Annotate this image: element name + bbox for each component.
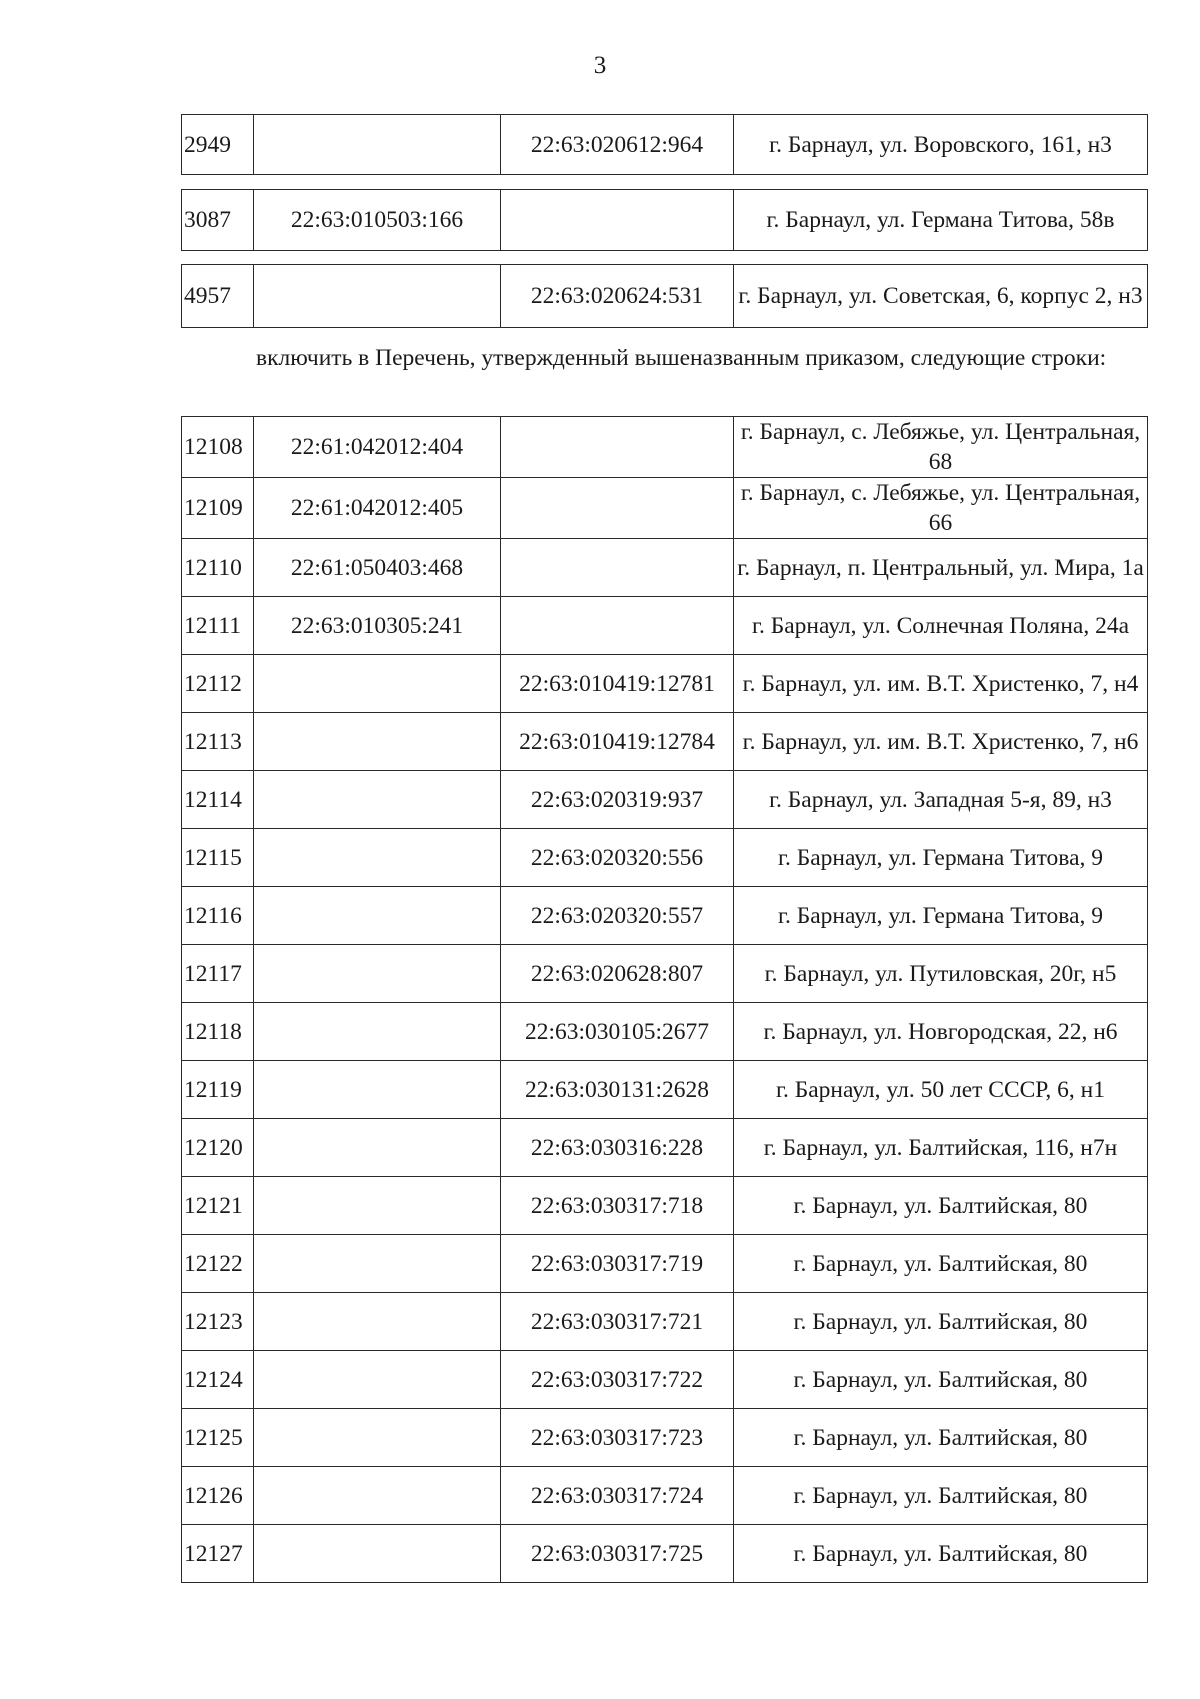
row-number: 12110 (182, 539, 254, 597)
cadastral-building (501, 190, 734, 251)
row-number: 12109 (182, 478, 254, 539)
table-row (182, 1467, 1148, 1525)
table-row (182, 945, 1148, 1003)
table-row (182, 115, 1148, 175)
cadastral-land: 22:61:042012:405 (254, 478, 501, 539)
address: г. Барнаул, ул. Балтийская, 80 (734, 1235, 1148, 1293)
row-number: 12111 (182, 597, 254, 655)
cadastral-land (254, 713, 501, 771)
cadastral-building (501, 478, 734, 539)
row-number: 2949 (182, 115, 254, 175)
cadastral-building: 22:63:020628:807 (501, 945, 734, 1003)
table-row (182, 713, 1148, 771)
cadastral-building (501, 597, 734, 655)
row-number: 12116 (182, 887, 254, 945)
cadastral-building: 22:63:020320:557 (501, 887, 734, 945)
cadastral-land (254, 115, 501, 175)
cadastral-land (254, 1177, 501, 1235)
address: г. Барнаул, с. Лебяжье, ул. Центральная, 66 (734, 478, 1148, 539)
address: г. Барнаул, ул. Балтийская, 80 (734, 1293, 1148, 1351)
table-row (182, 597, 1148, 655)
address: г. Барнаул, ул. Солнечная Поляна, 24а (734, 597, 1148, 655)
row-number: 12112 (182, 655, 254, 713)
row-number: 12115 (182, 829, 254, 887)
cadastral-building: 22:63:030317:725 (501, 1525, 734, 1583)
address: г. Барнаул, ул. Балтийская, 116, н7н (734, 1119, 1148, 1177)
cadastral-building: 22:63:030105:2677 (501, 1003, 734, 1061)
address: г. Барнаул, ул. им. В.Т. Христенко, 7, н6 (734, 713, 1148, 771)
excluded-row-table-3 (181, 264, 1148, 328)
cadastral-land: 22:63:010305:241 (254, 597, 501, 655)
table-row (182, 887, 1148, 945)
address: г. Барнаул, ул. Балтийская, 80 (734, 1467, 1148, 1525)
row-number: 12118 (182, 1003, 254, 1061)
address: г. Барнаул, ул. Германа Титова, 58в (734, 190, 1148, 251)
table-row (182, 1525, 1148, 1583)
address: г. Барнаул, ул. Путиловская, 20г, н5 (734, 945, 1148, 1003)
cadastral-building: 22:63:030317:722 (501, 1351, 734, 1409)
address: г. Барнаул, ул. Германа Титова, 9 (734, 887, 1148, 945)
address: г. Барнаул, с. Лебяжье, ул. Центральная, 68 (734, 417, 1148, 478)
row-number: 12124 (182, 1351, 254, 1409)
row-number: 12108 (182, 417, 254, 478)
cadastral-building: 22:63:020319:937 (501, 771, 734, 829)
row-number: 12113 (182, 713, 254, 771)
cadastral-land: 22:61:050403:468 (254, 539, 501, 597)
included-rows-table (181, 416, 1148, 1583)
cadastral-land (254, 1119, 501, 1177)
cadastral-building: 22:63:020624:531 (501, 265, 734, 328)
address: г. Барнаул, ул. Новгородская, 22, н6 (734, 1003, 1148, 1061)
row-number: 12121 (182, 1177, 254, 1235)
table-row (182, 539, 1148, 597)
table-row (182, 1061, 1148, 1119)
address: г. Барнаул, ул. Балтийская, 80 (734, 1409, 1148, 1467)
excluded-row-table-1 (181, 114, 1148, 175)
cadastral-land (254, 1351, 501, 1409)
cadastral-building: 22:63:010419:12781 (501, 655, 734, 713)
address: г. Барнаул, ул. Германа Титова, 9 (734, 829, 1148, 887)
row-number: 3087 (182, 190, 254, 251)
table-row (182, 1409, 1148, 1467)
cadastral-land (254, 265, 501, 328)
included-rows-body (182, 417, 1148, 1583)
cadastral-building: 22:63:030317:724 (501, 1467, 734, 1525)
table-row (182, 829, 1148, 887)
cadastral-land (254, 771, 501, 829)
table-row (182, 1003, 1148, 1061)
table-row (182, 1293, 1148, 1351)
table-row (182, 1119, 1148, 1177)
address: г. Барнаул, ул. Воровского, 161, н3 (734, 115, 1148, 175)
cadastral-land (254, 1467, 501, 1525)
address: г. Барнаул, ул. 50 лет СССР, 6, н1 (734, 1061, 1148, 1119)
address: г. Барнаул, п. Центральный, ул. Мира, 1а (734, 539, 1148, 597)
cadastral-building (501, 417, 734, 478)
table-row (182, 190, 1148, 251)
cadastral-land (254, 1061, 501, 1119)
excluded-row-table-2 (181, 189, 1148, 251)
row-number: 12117 (182, 945, 254, 1003)
cadastral-land (254, 945, 501, 1003)
row-number: 12120 (182, 1119, 254, 1177)
cadastral-building: 22:63:010419:12784 (501, 713, 734, 771)
table-row (182, 1235, 1148, 1293)
address: г. Барнаул, ул. им. В.Т. Христенко, 7, н4 (734, 655, 1148, 713)
table-row (182, 1351, 1148, 1409)
cadastral-building: 22:63:020612:964 (501, 115, 734, 175)
page-number: 3 (593, 52, 607, 79)
cadastral-building: 22:63:030317:718 (501, 1177, 734, 1235)
address: г. Барнаул, ул. Советская, 6, корпус 2, н3 (734, 265, 1148, 328)
cadastral-land (254, 829, 501, 887)
cadastral-building: 22:63:030317:723 (501, 1409, 734, 1467)
table-row (182, 417, 1148, 478)
cadastral-land: 22:61:042012:404 (254, 417, 501, 478)
address: г. Барнаул, ул. Балтийская, 80 (734, 1177, 1148, 1235)
address: г. Барнаул, ул. Балтийская, 80 (734, 1525, 1148, 1583)
cadastral-building (501, 539, 734, 597)
cadastral-land (254, 1293, 501, 1351)
row-number: 12123 (182, 1293, 254, 1351)
address: г. Барнаул, ул. Балтийская, 80 (734, 1351, 1148, 1409)
row-number: 12122 (182, 1235, 254, 1293)
table-row (182, 265, 1148, 328)
cadastral-land (254, 1409, 501, 1467)
cadastral-land (254, 655, 501, 713)
table-row (182, 1177, 1148, 1235)
cadastral-building: 22:63:030316:228 (501, 1119, 734, 1177)
instruction-paragraph: включить в Перечень, утвержденный вышеназванным приказом, следующие строки: (256, 345, 1107, 371)
row-number: 12126 (182, 1467, 254, 1525)
cadastral-land (254, 1235, 501, 1293)
cadastral-building: 22:63:030317:719 (501, 1235, 734, 1293)
table-row (182, 478, 1148, 539)
row-number: 12125 (182, 1409, 254, 1467)
table-row (182, 655, 1148, 713)
cadastral-land: 22:63:010503:166 (254, 190, 501, 251)
cadastral-building: 22:63:030131:2628 (501, 1061, 734, 1119)
row-number: 12127 (182, 1525, 254, 1583)
row-number: 12114 (182, 771, 254, 829)
cadastral-building: 22:63:020320:556 (501, 829, 734, 887)
address: г. Барнаул, ул. Западная 5-я, 89, н3 (734, 771, 1148, 829)
row-number: 12119 (182, 1061, 254, 1119)
cadastral-land (254, 1525, 501, 1583)
cadastral-building: 22:63:030317:721 (501, 1293, 734, 1351)
cadastral-land (254, 887, 501, 945)
table-row (182, 771, 1148, 829)
row-number: 4957 (182, 265, 254, 328)
cadastral-land (254, 1003, 501, 1061)
